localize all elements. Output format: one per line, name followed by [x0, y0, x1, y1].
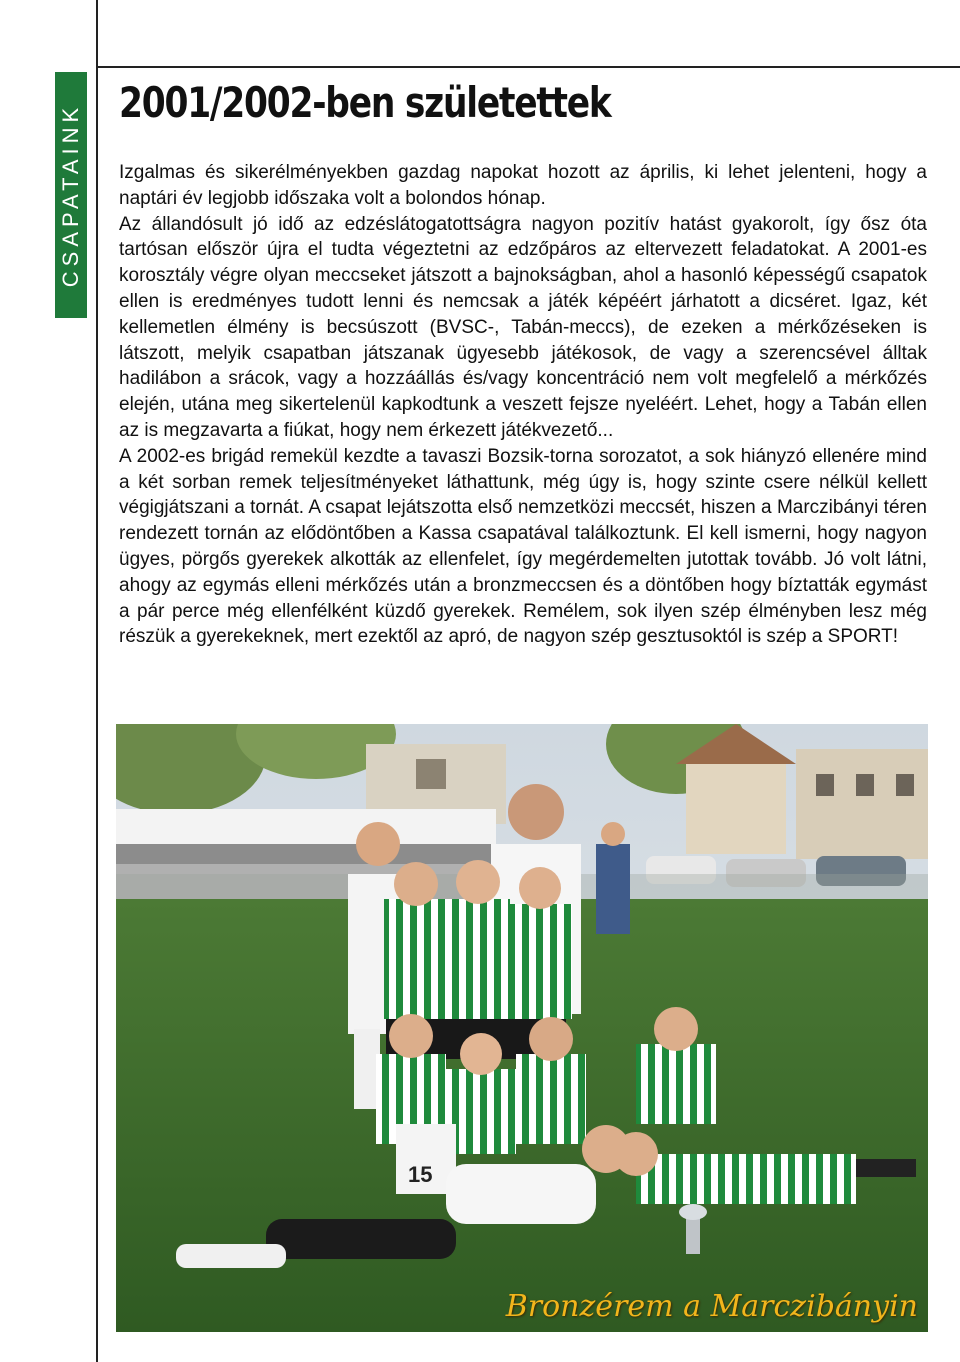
article-paragraph: Izgalmas és sikerélményekben gazdag napokat hozott az április, ki lehet jelenteni, hogy a naptári év legjobb időszaka volt a bolondos hónap. — [119, 162, 927, 209]
jersey-number: 15 — [408, 1162, 433, 1187]
photo-caption: Bronzérem a Marczibányin — [505, 1289, 918, 1324]
section-tab-label: CSAPATAINK — [58, 102, 83, 288]
team-photo-illustration — [116, 724, 928, 1332]
article-title: 2001/2002-ben születettek — [119, 78, 611, 127]
header-rule — [96, 66, 960, 68]
article-paragraph: A 2002-es brigád remekül kezdte a tavaszi Bozsik-torna sorozatot, a sok hiányzó ellenére mind a két sorban remek teljesítményeket láthattunk, még úgy is, hogy szinte csere nélkül kellett végigjátszani a tornát. A csapat lejátszotta első nemzetközi meccsét, hiszen a Marczibányi téren rendezett tornán az elődöntőben a Kassa csapatával találkoztunk. El kell ismerni, hogy nagyon ügyes, pörgős gyerekek alkották az ellenfelet, így megérdemelten jutottak tovább. Jó volt látni, ahogy az egymás elleni mérkőzés után a bronzmeccsen és a döntőben hogy bíztatták egymást a pár perce még ellenfélként küzdő gyerekek. Remélem, sok ilyen szép élményben lesz még részük a gyerekeknek, mert ezektől az apró, de nagyon szép gesztusoktól is szép a SPORT! — [119, 445, 927, 648]
team-photo — [116, 724, 928, 1332]
article-paragraph: Az állandósult jó idő az edzéslátogatottságra nagyon pozitív hatást gyakorolt, így ősz óta tartósan először újra el tudta végeztetni az edzőpáros az eltervezett feladatokat. A 2001-es korosztály végre olyan meccseket játszott a bajnokságban, ahol a hasonló képességű csapatok ellen is eredményes tudott lenni és nemcsak a játék képéért járhatott a dicséret. Igaz, két kellemetlen élmény is becsúszott (BVSC-, Tabán-meccs), de ezeken a mérkőzéseken is látszott, melyik csapatban játszanak ügyesebb játékosok, de vagy a szerencsével álltak hadilábon a srácok, vagy a hozzáállás és/vagy koncentráció nem volt megfelelő a mérkőzés elején, utána meg sikertelenül kapkodtunk a veszett fejsze nyeléért. Lehet, hogy a Tabán ellen az is megzavarta a fiúkat, hogy nem érkezett játékvezető... — [119, 213, 927, 441]
section-tab — [55, 72, 87, 318]
article-body — [119, 160, 927, 650]
vertical-rule — [96, 0, 98, 1362]
